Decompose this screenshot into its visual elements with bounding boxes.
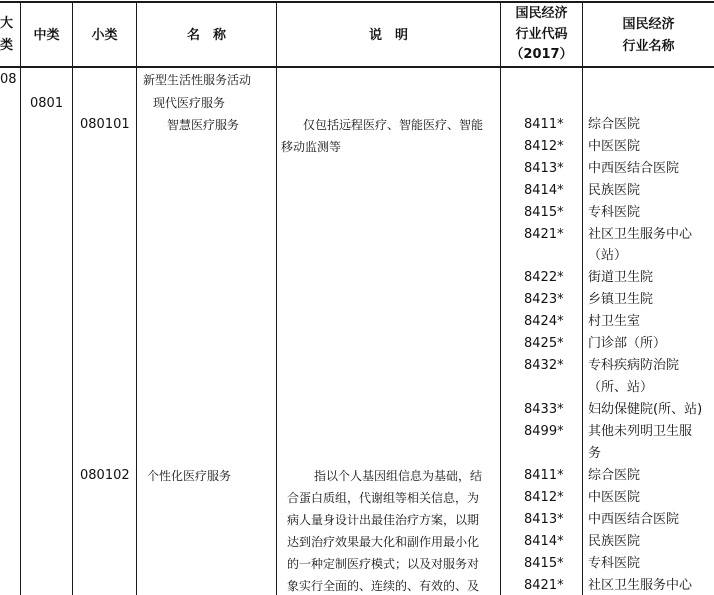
industry-code: 8421* [524,226,564,242]
col-divider [136,1,137,595]
desc-080102-line1: 指以个人基因组信息为基础，结 [314,469,483,483]
industry-code: 8432* [524,357,564,373]
industry-name: 妇幼保健院(所、站) [588,401,703,417]
industry-code: 8413* [524,160,564,176]
header-dalei-2: 类 [0,38,14,53]
xiaolei-code-080102: 080102 [80,468,130,483]
desc-080101-line2: 移动监测等 [281,140,342,154]
industry-name: 中医医院 [588,138,641,154]
header-industry-1: 国民经济 [622,17,675,32]
desc-080102-line4: 达到治疗效果最大化和副作用最小化 [287,535,480,549]
industry-name: 专科医院 [588,555,641,571]
header-code-1: 国民经济 [515,6,568,21]
header-shuoming: 说 明 [368,28,408,43]
industry-name: 民族医院 [588,182,641,198]
industry-code: 8433* [524,401,564,417]
industry-code: 8415* [524,204,564,220]
industry-name: 综合医院 [588,468,641,483]
industry-code: 8425* [524,336,564,351]
desc-080102-line3: 病人量身设计出最佳治疗方案，以期 [287,513,480,527]
industry-name: 中西医结合医院 [588,160,680,176]
col-divider [500,1,501,595]
industry-name: 乡镇卫生院 [588,292,654,308]
category-name: 新型生活性服务活动 [143,73,252,87]
industry-name: 专科疾病防治院 [588,357,680,373]
xiaolei-code-080101: 080101 [80,117,130,132]
table-top-rule [0,1,714,3]
industry-name: 专科医院 [588,204,641,220]
item-name-080102: 个性化医疗服务 [147,469,232,483]
header-zhonglei: 中类 [33,28,60,43]
industry-code: 8499* [524,423,564,439]
industry-code: 8421* [524,577,564,593]
industry-name: 中西医结合医院 [588,511,680,527]
desc-080102-line2: 合蛋白质组，代谢组等相关信息，为 [287,491,480,505]
header-code-3: （2017） [510,47,573,62]
header-bottom-rule [0,66,714,68]
industry-name: 街道卫生院 [588,270,654,286]
col-divider [72,1,73,595]
dalei-code: 08 [0,72,17,87]
col-divider [582,1,583,595]
header-xiaolei: 小类 [91,28,118,43]
industry-code: 8411* [524,117,564,132]
industry-name: 中医医院 [588,489,641,505]
industry-code: 8422* [524,270,564,286]
header-dalei-1: 大 [0,16,14,31]
industry-code: 8414* [524,533,564,549]
header-mingcheng: 名 称 [186,28,226,43]
header-industry-2: 行业名称 [622,39,675,54]
industry-code: 8411* [524,468,564,483]
industry-name: （站） [588,248,628,264]
industry-name: 民族医院 [588,533,641,549]
zhonglei-code: 0801 [30,96,64,111]
industry-code: 8414* [524,182,564,198]
industry-name: 务 [588,445,602,461]
industry-code: 8412* [524,138,564,154]
industry-name: 其他未列明卫生服 [588,423,693,439]
industry-code: 8423* [524,292,564,308]
item-name-080101: 智慧医疗服务 [167,118,240,132]
industry-name: 社区卫生服务中心 [588,577,693,593]
industry-code: 8412* [524,489,564,505]
desc-080101-line1: 仅包括远程医疗、智能医疗、智能 [303,118,484,132]
col-divider [20,1,21,595]
desc-080102-line6: 象实行全面的、连续的、有效的、及 [287,579,480,593]
industry-code: 8415* [524,555,564,571]
col-divider [276,1,277,595]
industry-name: （所、站） [588,379,654,395]
desc-080102-line5: 的一种定制医疗模式；以及对服务对 [287,557,480,571]
industry-name: 村卫生室 [588,314,641,330]
industry-code: 8413* [524,511,564,527]
industry-name: 综合医院 [588,117,641,132]
subcategory-name: 现代医疗服务 [153,96,226,110]
industry-name: 社区卫生服务中心 [588,226,693,242]
header-code-2: 行业代码 [515,27,568,42]
industry-code: 8424* [524,314,564,330]
industry-name: 门诊部（所） [588,336,667,351]
